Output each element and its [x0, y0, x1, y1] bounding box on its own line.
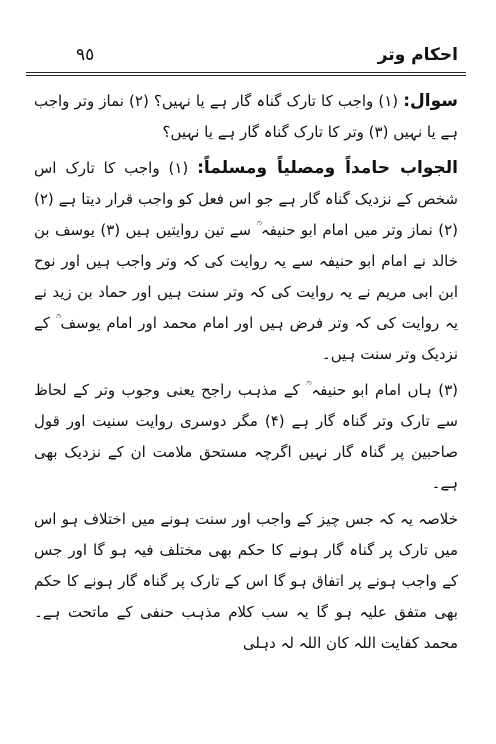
page-header	[30, 42, 466, 72]
summary-paragraph	[34, 504, 458, 659]
header-rule-double	[26, 75, 466, 76]
answer-point-3-text: (۳) ہاں امام ابو حنیفہ ؒ کے مذہب راجح یعنی وجوب وتر کے لحاظ سے تارک وتر گناہ گار ہے (۴) مگر دوسری روایت سنیت اور قول صاحبین پر گناہ گار نہیں اگرچہ مستحق ملامت ان کے نزدیک بھی ہے۔	[34, 381, 458, 492]
summary-text: خلاصہ یہ کہ جس چیز کے واجب اور سنت ہونے میں اختلاف ہو اس میں تارک پر گناہ گار ہونے کا حکم بھی مختلف فیہ ہو گا اور جس کے واجب ہونے پر اتفاق ہو گا اس کے تارک پر گناہ گار ہونے کا حکم بھی متفق علیہ ہو گا یہ سب کلام مذہب حنفی کے ماتحت ہے۔ محمد کفایت اللہ کان اللہ لہ دہلی	[34, 510, 458, 652]
answer-paragraph	[34, 153, 458, 370]
page-number: ٩٥	[76, 45, 95, 65]
body-text	[34, 86, 458, 664]
answer-point-3-paragraph	[34, 375, 458, 499]
running-title: احکام وتر	[377, 45, 458, 65]
answer-text: (۱) واجب کا تارک اس شخص کے نزدیک گناہ گار ہے جو اس فعل کو واجب قرار دیتا ہے (۲) (۲) نماز وتر میں امام ابو حنیفہ ؒ سے تین روایتیں ہیں (۳) یوسف بن خالد نے امام ابو حنیفہ سے یہ روایت کی کہ وتر واجب ہیں اور نوح ابن ابی مریم نے یہ روایت کی کہ وتر سنت ہیں اور حماد بن زید نے یہ روایت کی کہ وتر فرض ہیں اور امام محمد اور امام یوسف ؒ کے نزدیک وتر سنت ہیں۔	[34, 159, 458, 363]
question-lead: سوال:	[403, 91, 458, 111]
question-text: (۱) واجب کا تارک گناہ گار ہے یا نہیں؟ (۲) نماز وتر واجب ہے یا نہیں (۳) وتر کا تارک گناہ گار ہے یا نہیں؟	[34, 92, 458, 141]
question-paragraph	[34, 86, 458, 148]
answer-lead: الجواب حامداً ومصلیاً ومسلماً:	[197, 158, 458, 178]
header-rule	[26, 72, 466, 73]
